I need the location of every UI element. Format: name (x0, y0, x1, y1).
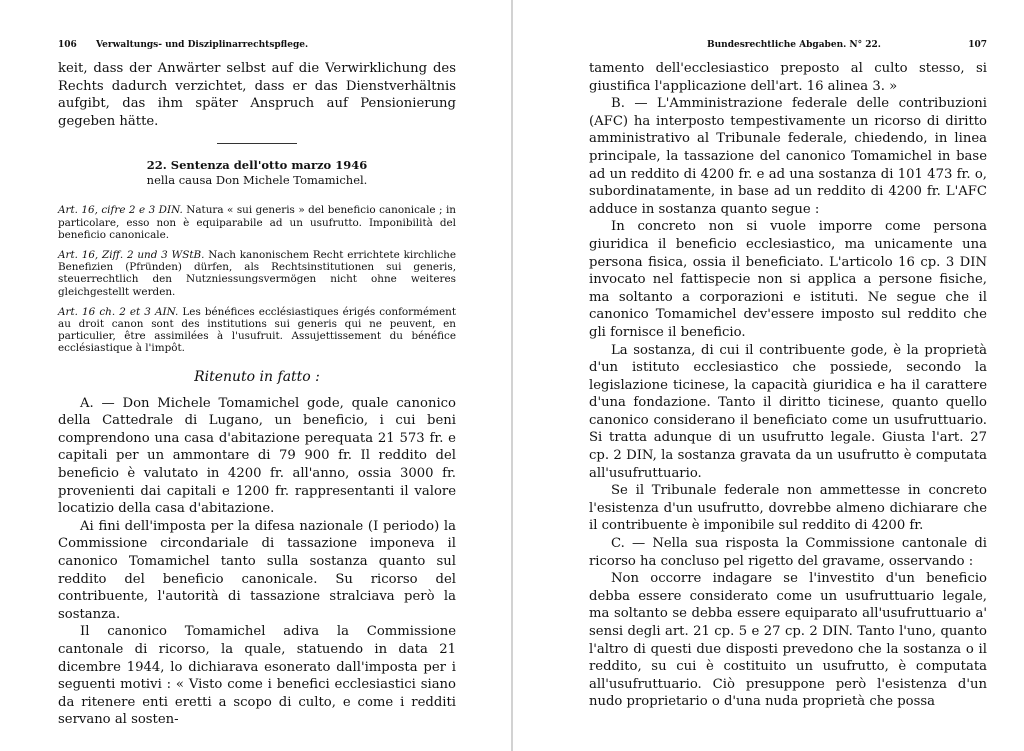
regest-ref: Art. 16 ch. 2 et 3 AIN. (58, 305, 179, 318)
left-page (58, 0, 456, 751)
regest-text: Natura « sui generis » del beneficio canonicale ; in particolare, esso non è equiparabile ad un usufrutto. Imponibilità del beneficio canonicale. (58, 204, 456, 241)
running-title: Verwaltungs- und Disziplinarrechtspflege. (96, 40, 309, 50)
body-paragraph: Non occorre indagare se l'investito d'un beneficio debba essere considerato come un usufruttuario legale, ma soltanto se debba essere equiparato all'usufruttuario a' sensi degli art. 21 cp. 5 e 27 cp. 2 DIN. Tanto l'uno, quanto l'altro di questi due disposti prevedono che la sostanza o il reddito, su cui è costituito un usufrutto, è computata all'usufruttuario. Ciò presuppone però l'esistenza d'un nudo proprietario o d'una nuda proprietà che possa (589, 571, 987, 710)
page-number: 106 (58, 40, 77, 50)
body-paragraph: B. — L'Amministrazione federale delle contribuzioni (AFC) ha interposto tempestivamente un ricorso di diritto amministrativo al Tribunale federale, chiedendo, in linea principale, la tassazione del canonico Tomamichel in base ad un reddito di 4200 fr. e ad una sostanza di 101 473 fr. o, subordinatamente, in base ad un reddito di 4200 fr. L'AFC adduce in sostanza quanto segue : (589, 96, 987, 217)
body-paragraph: C. — Nella sua risposta la Commissione cantonale di ricorso ha concluso pel rigetto del gravame, osservando : (589, 536, 987, 569)
body-paragraph: Il canonico Tomamichel adiva la Commissione cantonale di ricorso, la quale, statuendo in data 21 dicembre 1944, lo dichiarava esonerato dall'imposta per i seguenti motivi : « Visto come i benefici ecclesiastici siano da ritenere enti eretti a scopo di culto, e come i redditi servano al sosten- (58, 624, 456, 728)
regest-ref: Art. 16, cifre 2 e 3 DIN. (58, 204, 183, 217)
right-page (589, 0, 987, 751)
body-paragraph: La sostanza, di cui il contribuente gode, è la proprietà d'un istituto ecclesiastico che possiede, secondo la legislazione ticinese, la capacità giuridica e ha il carattere d'una fondazione. Tanto il diritto ticinese, quanto quello canonico considerano il beneficiato come un usufruttuario. Si tratta adunque di un usufrutto legale. Giusta l'art. 27 cp. 2 DIN, la sostanza gravata da un usufrutto è computata all'usufruttuario. (589, 342, 987, 481)
running-title: Bundesrechtliche Abgaben. N° 22. (707, 40, 881, 50)
regest-french (58, 306, 456, 355)
decision-subheading-text: nella causa Don Michele Tomamichel. (146, 173, 368, 188)
body-paragraph: A. — Don Michele Tomamichel gode, quale canonico della Cattedrale di Lugano, un beneficio, i cui beni comprendono una casa d'abitazione perequata 21 573 fr. e capitali per un ammontare di 79 900 fr. Il reddito del beneficio è valutato in 4200 fr. all'anno, ossia 3000 fr. provenienti dai capitali e 1200 fr. rappresentanti il valore locatizio della casa d'abitazione. (58, 395, 456, 517)
decision-heading: 22. Sentenza dell'otto marzo 1946 (146, 158, 368, 173)
page-number: 107 (968, 40, 987, 50)
regest-text: Nach kanonischem Recht errichtete kirchliche Benefizien (Pfründen) dürfen, als Rechtsinstitutionen sui generis, steuerrechtlich den Nutzniessungsvermögen nicht ohne weiteres gleichgestellt werden. (58, 248, 456, 298)
left-page-header (58, 40, 456, 54)
body-paragraph: tamento dell'ecclesiastico preposto al culto stesso, si giustifica l'applicazione dell'art. 16 alinea 3. » (589, 61, 987, 94)
left-page-body (58, 60, 456, 729)
body-paragraph: Ai fini dell'imposta per la difesa nazionale (I periodo) la Commissione circondariale di tassazione imponeva il canonico Tomamichel tanto sulla sostanza quanto sul reddito del beneficio canonicale. Su ricorso del contribuente, l'autorità di tassazione stralciava però la sostanza. (58, 518, 456, 622)
ritenuto-heading: Ritenuto in fatto : (194, 368, 320, 385)
regest-ref: Art. 16, Ziff. 2 und 3 WStB. (58, 248, 205, 261)
regest-text: Les bénéfices ecclésiastiques érigés conformément au droit canon sont des institutions sui generis qui ne peuvent, en particulier, être assimilées à l'usufruit. Assujettissement du bénéfice ecclésiastique à l'impôt. (58, 305, 457, 355)
regest-italian (58, 204, 456, 241)
body-paragraph: In concreto non si vuole imporre come persona giuridica il beneficio ecclesiastico, ma unicamente una persona fisica, ossia il beneficiato. L'articolo 16 cp. 3 DIN invocato nel fattispecie non si applica a persone fisiche, ma soltanto a corporazioni e istituti. Ne segue che il canonico Tomamichel dev'essere imposto sul reddito che gli fornisce il beneficio. (589, 219, 987, 340)
regest-german (58, 249, 456, 298)
body-paragraph: Se il Tribunale federale non ammettesse in concreto l'esistenza d'un usufrutto, dovrebbe almeno dichiarare che il contribuente è imponibile sul reddito di 4200 fr. (589, 483, 987, 534)
section-divider (217, 143, 297, 144)
continuation-paragraph: keit, dass der Anwärter selbst auf die Verwirklichung des Rechts dadurch verzichtet, dass er das Dienstverhältnis aufgibt, das ihm später Anspruch auf Pensionierung gegeben hätte. (58, 61, 456, 129)
right-page-body (589, 60, 987, 711)
right-page-header (589, 40, 987, 54)
decision-subheading (58, 173, 456, 188)
book-gutter (511, 0, 513, 751)
